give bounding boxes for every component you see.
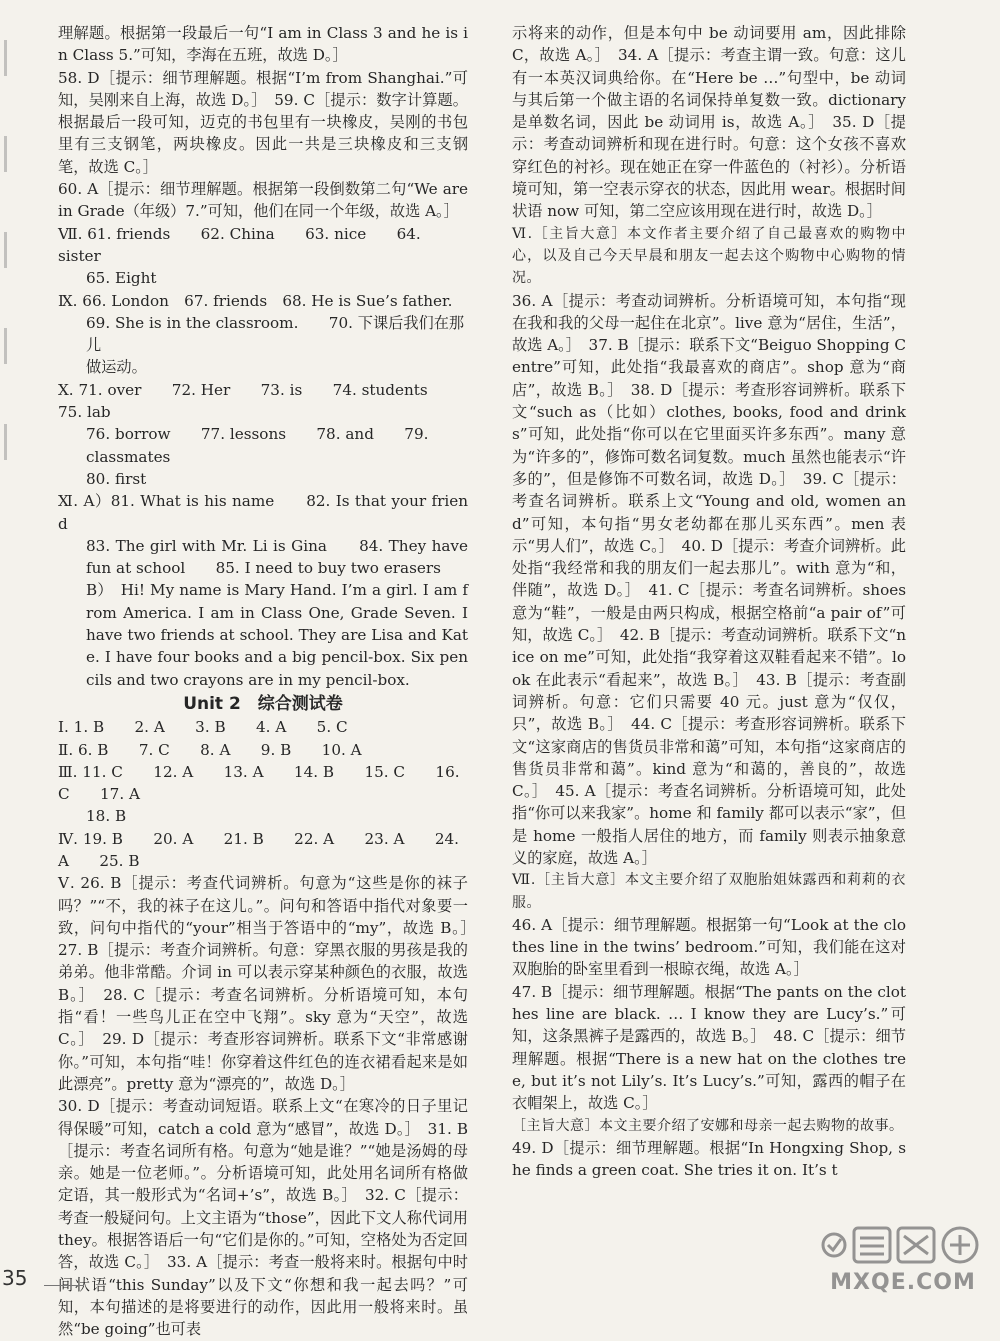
section-iv-answers: Ⅳ. 19. B 20. A 21. B 22. A 23. A 24. A 25. B: [58, 829, 459, 870]
section-ix-answers-cont: 69. She is in the classroom. 70. 下课后我们在那儿: [86, 313, 465, 355]
unit-title: Unit 2 综合测试卷: [183, 693, 343, 714]
answer-paragraph: 46. A［提示：细节理解题。根据第一句“Look at the clothes line in the twins’ bedroom.”可知，我们能在这对双胞胎的卧室里看到一根晾衣绳，故选 A。］: [512, 915, 906, 979]
section-v-answers: Ⅴ. 26. B［提示：考查代词辨析。句意为“这些是你的袜子吗？”“不，我的袜子在这儿。”。问句和答语中指代对象要一致，问句中指代的“your”相当于答语中的“my”，故选 B。］ 27. B［提示：考查介词辨析。句意：穿黑衣服的男孩是我的弟弟。他非常酷。介词 in 可以表示穿某种颜色的衣服，故选 B。］ 28. C［提示：考查名词辨析。分析语境可知，本句指“看！一些鸟儿正在空中飞翔”。sky 意为“天空”，故选 C。］ 29. D［提示：考查形容词辨析。联系下文“非常感谢你。”可知，本句指“哇！你穿着这件红色的连衣裙看起来是如此漂亮”。pretty 意为“漂亮的”，故选 D。］: [58, 874, 484, 1093]
section-iii-answers: Ⅲ. 11. C 12. A 13. A 14. B 15. C 16. C 17. A: [58, 762, 460, 804]
page-number: 35: [2, 1266, 28, 1290]
answer-paragraph: 理解题。根据第一段最后一句“I am in Class 3 and he is in Class 5.”可知，李海在五班，故选 D。］: [58, 24, 468, 65]
answer-paragraph: 60. A［提示：细节理解题。根据第一段倒数第二句“We are in Grade（年级）7.”可知，他们在同一个年级，故选 A。］: [58, 180, 468, 221]
watermark-site: MXQE.COM: [830, 1270, 976, 1295]
answer-paragraph: 58. D［提示：细节理解题。根据“I’m from Shanghai.”可知，吴刚来自上海，故选 D。］ 59. C［提示：数字计算题。根据最后一段可知，迈克的书包里有一块橡皮，吴刚的书包里有三支钢笔，两块橡皮。因此一共是三块橡皮和三支钢笔，故选 C。］: [58, 68, 468, 176]
binding-edge-marks: [0, 40, 12, 560]
right-column: [512, 22, 906, 1181]
section-x-answers: Ⅹ. 71. over 72. Her 73. is 74. students 75. lab: [58, 380, 459, 422]
answer-paragraph: 36. A［提示：考查动词辨析。分析语境可知，本句指“现在我和我的父母一起住在北京”。live 意为“居住，生活”，故选 A。］ 37. B［提示：联系下文“Beiguo Shopping Centre”可知，此处指“我最喜欢的商店”。shop 意为“商店”，故选 B。］ 38. D［提示：考查形容词辨析。联系下文“such as（比如）clothes, books, food and drinks”可知，此处指“你可以在它里面买许多东西”。many 意为“许多的”，修饰可数名词复数。much 虽然也能表示“许多的”，但是修饰不可数名词，故选 D。］ 39. C［提示：考查名词辨析。联系上文“Young and old, women and”可知，本句指“男女老幼都在那儿买东西”。men 表示“男人们”，故选 C。］ 40. D［提示：考查介词辨析。此处指“我经常和我的朋友们一起去那儿”。with 意为“和，伴随”，故选 D。］ 41. C［提示：考查名词辨析。shoes 意为“鞋”，一般是由两只构成，根据空格前“a pair of”可知，故选 C。］ 42. B［提示：考查动词辨析。联系下文“nice on me”可知，此处指“我穿着这双鞋看起来不错”。look 在此表示“看起来”，故选 B。］ 43. B［提示：考查副词辨析。句意：它们只需要 40 元。just 意为“仅仅，只”，故选 B。］ 44. C［提示：考查形容词辨析。联系下文“这家商店的售货员非常和蔼”可知，本句指“这家商店的售货员非常和蔼”。kind 意为“和蔼的，善良的”，故选 C。］ 45. A［提示：考查名词辨析。分析语境可知，此处指“你可以来我家”。home 和 family 都可以表示“家”，但是 home 一般指人居住的地方，而 family 则表示抽象意义的家庭，故选 A。］: [512, 291, 907, 867]
section-xi-answers-cont: 83. The girl with Mr. Li is Gina 84. They have fun at school 85. I need to buy two erasers: [86, 536, 468, 578]
section-i-answers: Ⅰ. 1. B 2. A 3. B 4. A 5. C: [58, 718, 348, 737]
left-column: [58, 22, 484, 1341]
section-vii-answers: Ⅶ. 61. friends 62. China 63. nice 64. sister: [58, 224, 421, 265]
section-v-answers-cont: 30. D［提示：考查动词短语。联系上文“在寒冷的日子里记得保暖”可知，catch a cold 意为“感冒”，故选 D。］ 31. B［提示：考查名词所有格。句意为“她是谁？”“她是汤姆的母亲。她是一位老师。”。分析语境可知，此处用名词所有格做定语，其一般形式为“名词+’s”，故选 B。］ 32. C［提示：考查一般疑问句。上文主语为“those”，因此下文人称代词用 they。根据答语后一句“它们是你的。”可知，空格处为否定回答，故选 C。］ 33. A［提示：考查一般将来时。根据句中时间状语“this Sunday”以及下文“你想和我一起去吗？”可知，本句描述的是将要进行的动作，因此用一般将来时。虽然“be going”也可表: [58, 1097, 468, 1339]
answer-paragraph: 示将来的动作，但是本句中 be 动词要用 am，因此排除 C，故选 A。］ 34. A［提示：考查主谓一致。句意：这儿有一本英汉词典给你。在“Here be …”句型中，be 动词与其后第一个做主语的名词保持单复数一致。dictionary 是单数名词，因此 be 动词用 is，故选 A。］ 35. D［提示：考查动词辨析和现在进行时。句意：这个女孩不喜欢穿红色的衬衫。现在她正在穿一件蓝色的（衬衫）。分析语境可知，第一空表示穿衣的状态，因此用 wear。根据时间状语 now 可知，第二空应该用现在进行时，故选 D。］: [512, 24, 906, 221]
section-ix-answers: Ⅸ. 66. London 67. friends 68. He is Sue’s father.: [58, 291, 453, 310]
watermark-logo-icon: [820, 1222, 986, 1268]
answer-paragraph: 49. D［提示：细节理解题。根据“In Hongxing Shop, she finds a green coat. She tries it on. It’s t: [512, 1138, 906, 1180]
answer-paragraph: 47. B［提示：细节理解题。根据“The pants on the clothes line are black. … I know they are Lucy’s.”可知，这条黑裤子是露西的，故选 B。］ 48. C［提示：细节理解题。根据“There is a new hat on the clothes tree, but it’s not Lily’s. It’s Lucy’s.”可知，露西的帽子在衣帽架上，故选 C。］: [512, 982, 906, 1113]
section-x-answers-cont2: 80. first: [86, 469, 147, 488]
section-ix-answers-cont2: 做运动。: [86, 358, 147, 377]
main-idea: Ⅶ.［主旨大意］本文主要介绍了双胞胎姐妹露西和莉莉的衣服。: [512, 872, 906, 911]
section-x-answers-cont: 76. borrow 77. lessons 78. and 79. classmates: [86, 425, 429, 466]
section-vii-answers-cont: 65. Eight: [86, 269, 157, 288]
section-xi-answers: Ⅺ. A）81. What is his name 82. Is that your friend: [58, 492, 468, 533]
main-idea: ［主旨大意］本文主要介绍了安娜和母亲一起去购物的故事。: [512, 1117, 904, 1134]
section-iii-answers-cont: 18. B: [86, 807, 127, 826]
main-idea: Ⅵ.［主旨大意］本文作者主要介绍了自己最喜欢的购物中心，以及自己今天早晨和朋友一起去这个购物中心购物的情况。: [512, 225, 906, 287]
section-xi-writing: B） Hi! My name is Mary Hand. I’m a girl. I am from America. I am in Class One, Grade Seven. I have two friends at school. They are Lisa and Kate. I have four books and a big pencil-box. Six pencils and two crayons are in my pencil-box.: [86, 581, 468, 689]
page-number-rule: [44, 1285, 84, 1286]
section-ii-answers: Ⅱ. 6. B 7. C 8. A 9. B 10. A: [58, 740, 362, 759]
site-watermark: [812, 1218, 994, 1306]
